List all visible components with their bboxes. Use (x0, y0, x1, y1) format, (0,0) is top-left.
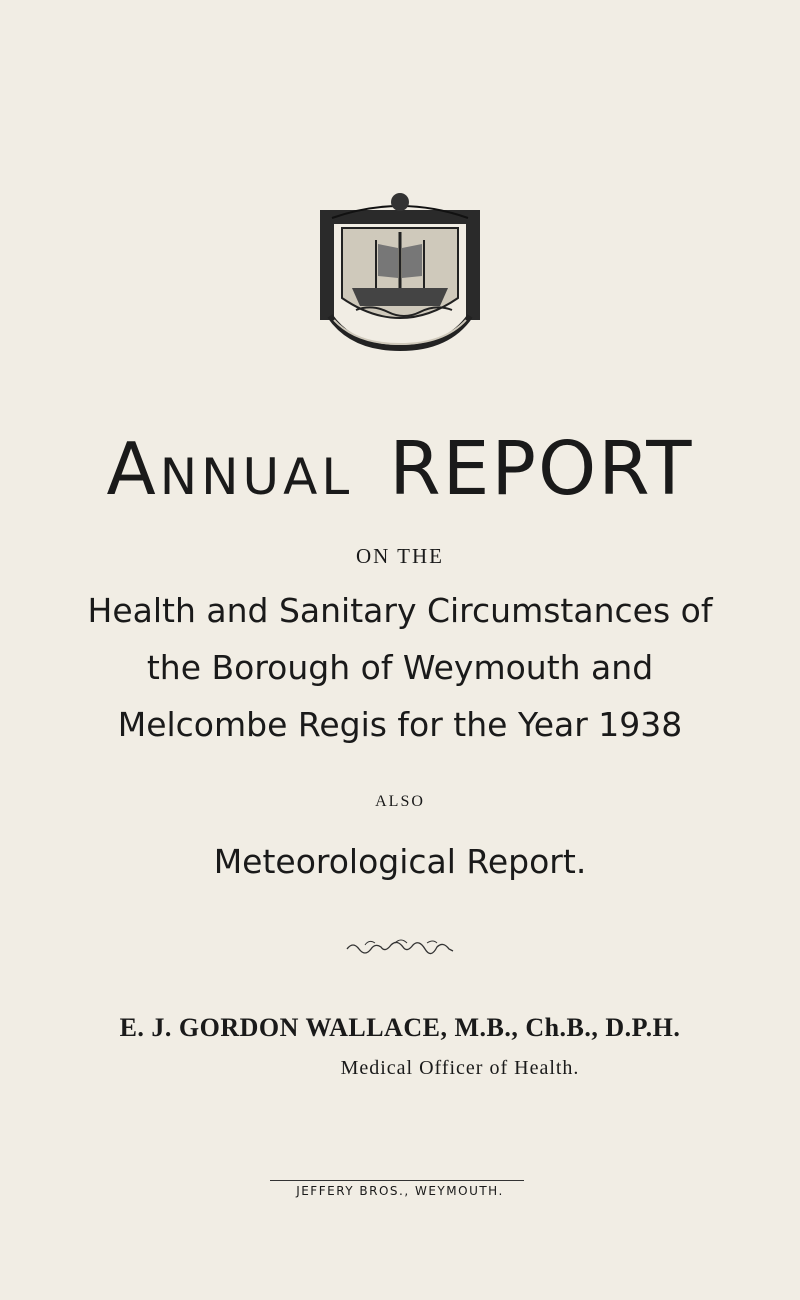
on-the-label: ON THE (355, 544, 445, 568)
borough-crest-seal (312, 188, 488, 360)
subtitle-line-1: Health and Sanitary Circumstances of (87, 591, 713, 630)
author-name: E. J. GORDON WALLACE, M.B., Ch.B., D.P.H. (119, 1013, 681, 1042)
report-subtitle (0, 582, 800, 753)
title-annual: Annual (106, 427, 354, 511)
meteorological-report-title: Meteorological Report. (213, 842, 587, 881)
also-label: ALSO (375, 793, 425, 810)
printer-divider (270, 1180, 524, 1181)
subtitle-line-3: Melcombe Regis for the Year 1938 (117, 705, 683, 744)
subtitle-line-2: the Borough of Weymouth and (146, 648, 654, 687)
ornament-divider (345, 937, 455, 957)
printer-imprint: JEFFERY BROS., WEYMOUTH. (296, 1184, 504, 1198)
report-title (0, 426, 800, 512)
title-report: REPORT (389, 426, 694, 512)
author-role: Medical Officer of Health. (340, 1057, 580, 1079)
